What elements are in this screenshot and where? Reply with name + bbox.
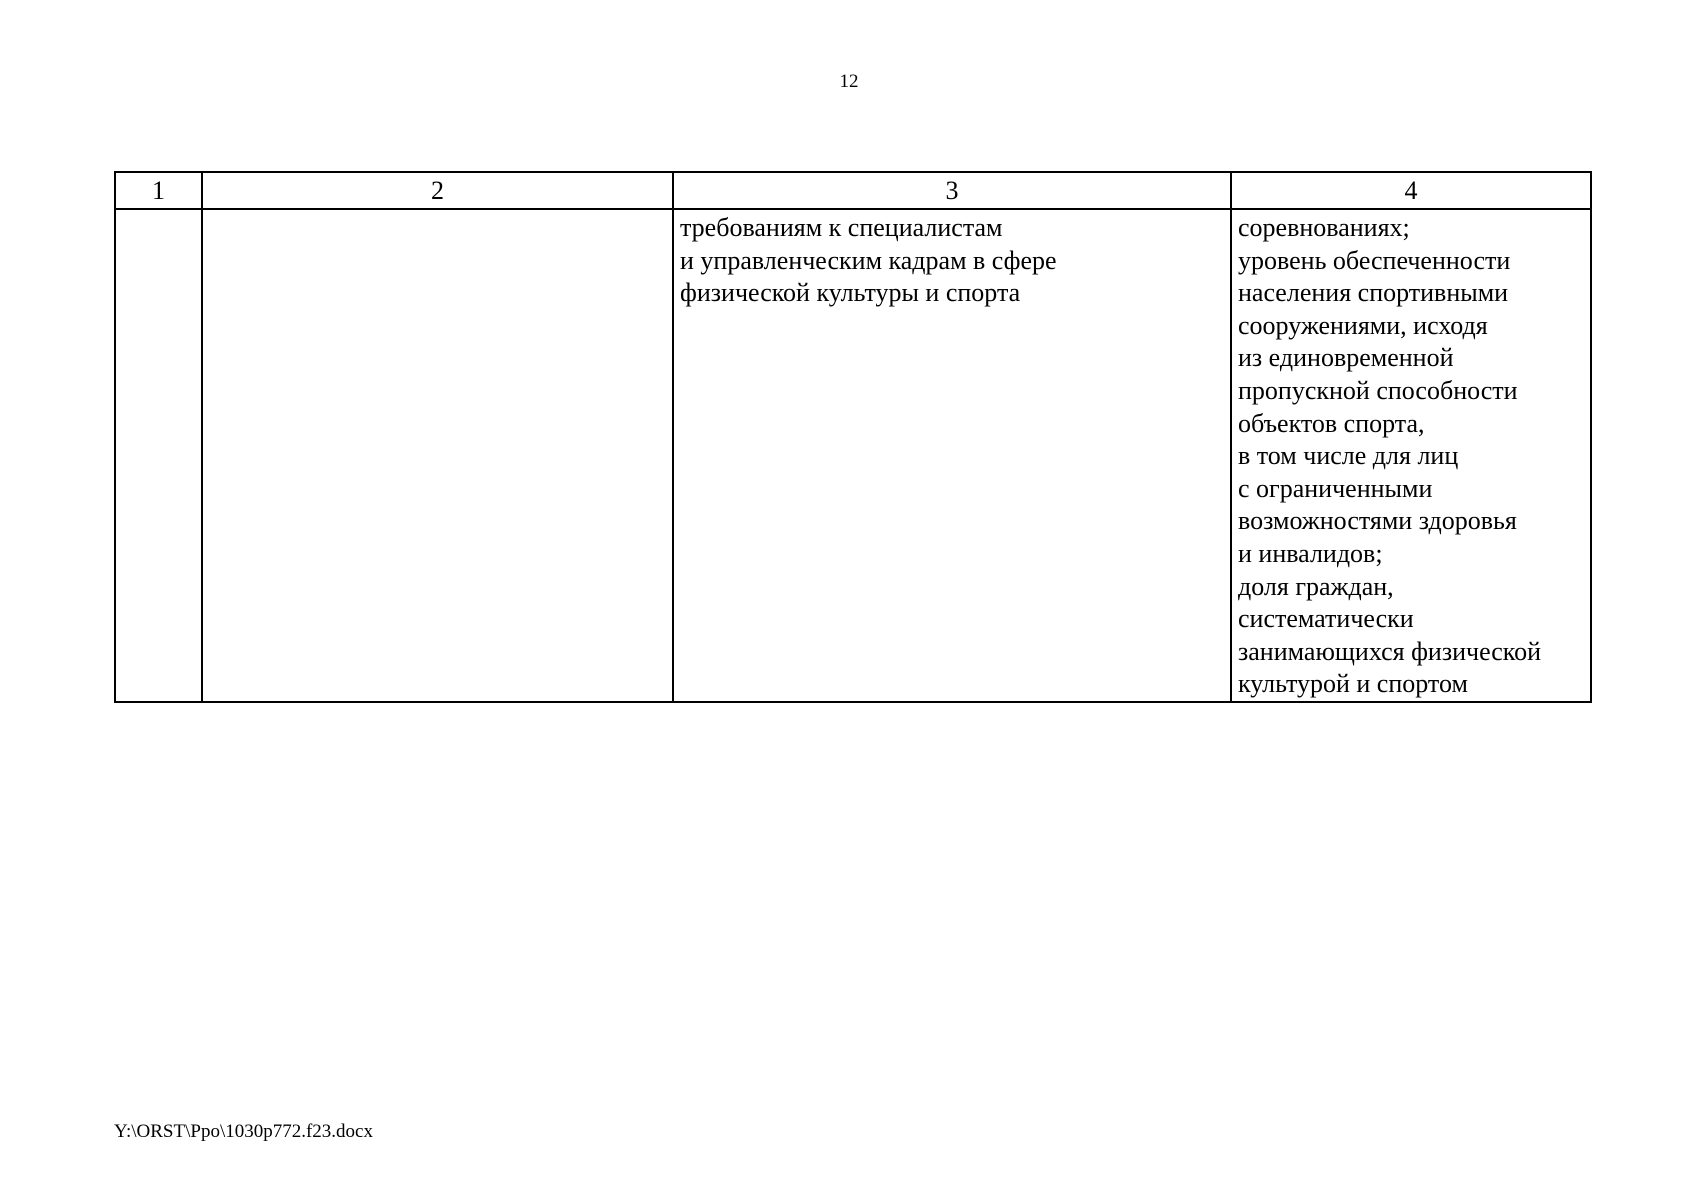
document-table bbox=[114, 171, 1592, 703]
cell-text-line: занимающихся физической bbox=[1238, 636, 1542, 666]
cell-text-line: и управленческим кадрам в сфере bbox=[680, 245, 1057, 275]
body-cell-2 bbox=[202, 209, 673, 702]
table-header-row bbox=[115, 172, 1591, 209]
footer-file-path: Y:\ORST\Ppo\1030p772.f23.docx bbox=[114, 1121, 373, 1142]
cell-text-line: культурой и спортом bbox=[1238, 669, 1468, 699]
cell-text-line: из единовременной bbox=[1238, 343, 1454, 373]
cell-text-line: сооружениями, исходя bbox=[1238, 310, 1488, 340]
cell-text-line: в том числе для лиц bbox=[1238, 441, 1459, 471]
cell-text-line: пропускной способности bbox=[1238, 375, 1518, 405]
header-cell-4: 4 bbox=[1231, 172, 1591, 209]
header-cell-2: 2 bbox=[202, 172, 673, 209]
cell-text-line: уровень обеспеченности bbox=[1238, 245, 1511, 275]
header-cell-1: 1 bbox=[115, 172, 202, 209]
cell-text-line: и инвалидов; bbox=[1238, 538, 1383, 568]
body-cell-4 bbox=[1231, 209, 1591, 702]
cell-text-line: физической культуры и спорта bbox=[680, 278, 1021, 308]
cell-text-line: доля граждан, bbox=[1238, 571, 1394, 601]
page-number: 12 bbox=[839, 71, 859, 92]
cell-text-line: систематически bbox=[1238, 604, 1414, 634]
body-cell-3 bbox=[673, 209, 1231, 702]
cell-text-line: требованиям к специалистам bbox=[680, 213, 1003, 242]
cell-text-line: возможностями здоровья bbox=[1238, 506, 1517, 536]
cell-text-line: с ограниченными bbox=[1238, 473, 1433, 503]
cell-text-line: населения спортивными bbox=[1238, 278, 1509, 308]
cell-text-line: объектов спорта, bbox=[1238, 408, 1425, 438]
body-cell-1 bbox=[115, 209, 202, 702]
header-cell-3: 3 bbox=[673, 172, 1231, 209]
table-row bbox=[115, 209, 1591, 702]
cell-text-line: соревнованиях; bbox=[1238, 213, 1410, 242]
